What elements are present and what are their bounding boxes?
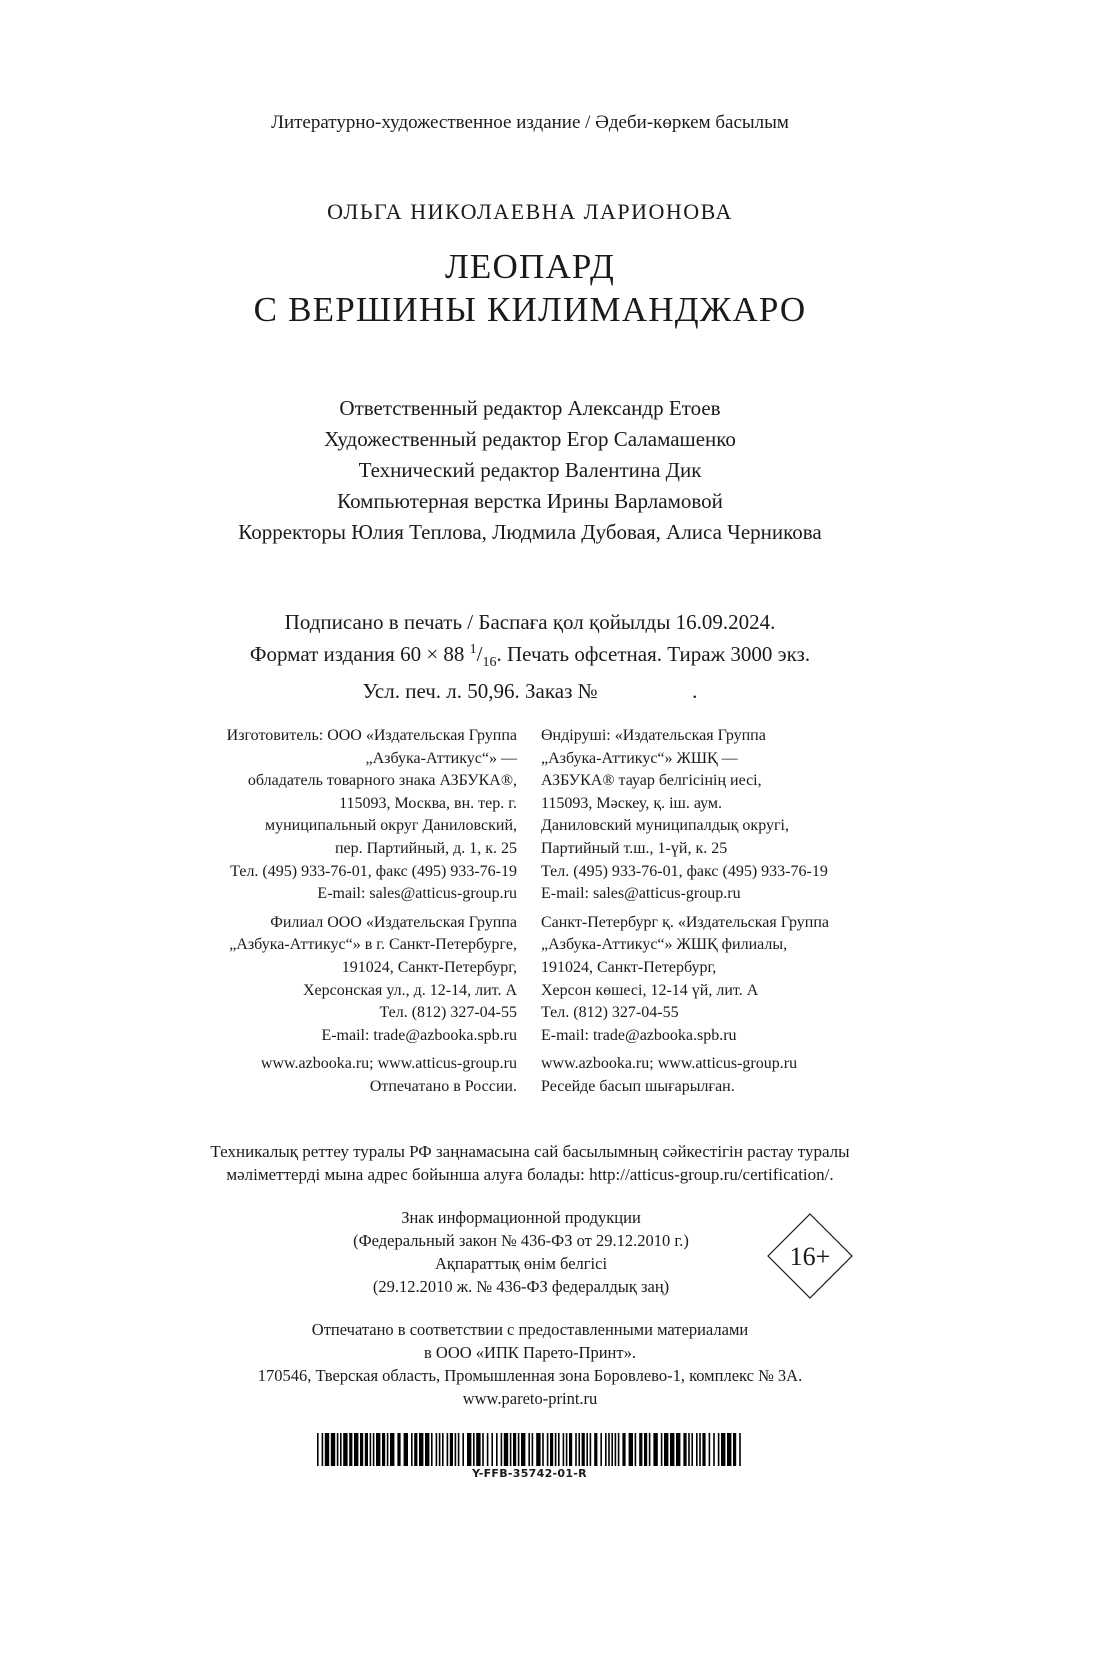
barcode-bar <box>608 1433 610 1466</box>
printer-website: www.pareto-print.ru <box>462 1389 598 1408</box>
publisher-branch-ru <box>227 912 517 1048</box>
barcode-bar <box>664 1433 668 1466</box>
barcode-bar <box>411 1433 413 1466</box>
print-info <box>0 608 1060 705</box>
age-rating-badge <box>765 1211 855 1301</box>
publisher-main-kz <box>541 725 829 906</box>
barcode-bar <box>365 1433 368 1466</box>
publisher-main-ru <box>227 725 517 906</box>
printer-line: 170546, Тверская область, Промышленная зона Боровлево-1, комплекс № 3А. <box>257 1366 803 1385</box>
barcode-bar <box>532 1433 534 1466</box>
format-line: Формат издания 60 × 88 $^1/_{16}$. Печать офсетная. Тираж 3000 экз. <box>249 642 811 671</box>
barcode-bar <box>739 1433 741 1466</box>
phone-line: Тел. (812) 327-04-55 <box>541 1004 679 1022</box>
genre-line: Литературно-художественное издание / Әдеби-көркем басылым <box>271 112 789 133</box>
publisher-footer-kz <box>541 1053 829 1098</box>
barcode-bar <box>397 1433 400 1466</box>
address-line: 191024, Санкт-Петербург, <box>341 958 517 976</box>
barcode-bar <box>727 1433 731 1466</box>
barcode-bar <box>521 1433 525 1466</box>
barcode-bar <box>713 1433 715 1466</box>
publisher-footer-ru <box>227 1053 517 1098</box>
format-denominator: 16 <box>482 655 497 671</box>
barcode-bar <box>450 1433 453 1466</box>
barcode-bar <box>622 1433 625 1466</box>
info-sign-line: Ақпараттық өнім белгісі <box>434 1254 608 1273</box>
barcode-bar <box>425 1433 429 1466</box>
barcode-bar <box>442 1433 444 1466</box>
address-line: 115093, Мәскеу, қ. іш. аум. <box>541 794 723 812</box>
barcode-bar <box>354 1433 358 1466</box>
barcode-bar <box>696 1433 698 1466</box>
barcode-bar <box>373 1433 375 1466</box>
barcode-bar <box>439 1433 441 1466</box>
printer-info <box>0 1318 1060 1410</box>
barcode-bar <box>653 1433 657 1466</box>
barcode-bar <box>343 1433 347 1466</box>
address-line: обладатель товарного знака АЗБУКА®, <box>247 772 517 790</box>
barcode-bar <box>496 1433 498 1466</box>
barcode-bar <box>467 1433 471 1466</box>
certification-note <box>0 1140 1060 1186</box>
format-numerator: 1 <box>469 642 477 657</box>
barcode-bar <box>605 1433 607 1466</box>
barcode-bar <box>618 1433 620 1466</box>
barcode-bar <box>349 1433 352 1466</box>
websites-line: www.azbooka.ru; www.atticus-group.ru <box>541 1055 798 1073</box>
barcode-bar <box>455 1433 457 1466</box>
book-title-line-2: С ВЕРШИНЫ КИЛИМАНДЖАРО <box>253 290 807 329</box>
author-name: ОЛЬГА НИКОЛАЕВНА ЛАРИОНОВА <box>327 199 733 224</box>
credit-line: Технический редактор Валентина Дик <box>358 458 702 482</box>
email-line: E-mail: sales@atticus-group.ru <box>541 885 741 903</box>
email-line: E-mail: trade@azbooka.spb.ru <box>321 1026 517 1044</box>
address-line: 115093, Москва, вн. тер. г. <box>339 794 517 812</box>
certification-line: Техникалық реттеу туралы РФ заңнамасына сай басылымның сәйкестігін растау туралы <box>210 1142 850 1161</box>
barcode-bar <box>661 1433 663 1466</box>
address-line: муниципальный округ Даниловский, <box>264 817 517 835</box>
credit-line: Компьютерная верстка Ирины Варламовой <box>337 489 723 513</box>
barcode-bar <box>317 1433 319 1466</box>
credit-line: Корректоры Юлия Теплова, Людмила Дубовая, Алиса Черникова <box>238 520 822 544</box>
address-line: Изготовитель: ООО «Издательская Группа <box>226 727 517 744</box>
barcode-bar <box>635 1433 637 1466</box>
credit-line: Ответственный редактор Александр Етоев <box>339 396 721 420</box>
address-line: „Азбука-Аттикус“» — <box>365 749 517 767</box>
age-rating-label: 16+ <box>789 1242 831 1271</box>
phone-line: Тел. (495) 933-76-01, факс (495) 933-76-19 <box>230 862 517 880</box>
barcode-bar <box>510 1433 512 1466</box>
barcode-bar <box>419 1433 423 1466</box>
info-sign-line: (29.12.2010 ж. № 436-ФЗ федералдық заң) <box>372 1277 670 1296</box>
address-line: 191024, Санкт-Петербург, <box>541 958 717 976</box>
certification-line: мәліметтерді мына адрес бойынша алуға болады: http://atticus-group.ru/certification/. <box>226 1165 834 1184</box>
barcode-bar <box>360 1433 363 1466</box>
barcode-bar <box>431 1433 433 1466</box>
editorial-credits <box>0 393 1060 548</box>
barcode-bar <box>709 1433 711 1466</box>
barcode-bar <box>542 1433 544 1466</box>
barcode-bar <box>594 1433 597 1466</box>
barcode-bar <box>558 1433 560 1466</box>
email-line: E-mail: trade@azbooka.spb.ru <box>541 1026 737 1044</box>
barcode-bar <box>569 1433 572 1466</box>
address-line: Херсон көшесі, 12-14 үй, лит. А <box>541 981 759 999</box>
barcode-bar <box>670 1433 674 1466</box>
barcode-bar <box>513 1433 516 1466</box>
phone-line: Тел. (495) 933-76-01, факс (495) 933-76-19 <box>541 862 828 880</box>
info-sign-line: Знак информационной продукции <box>401 1208 641 1227</box>
conditional-sheets: Усл. печ. л. 50,96. Заказ № . <box>362 679 698 704</box>
address-line: Херсонская ул., д. 12-14, лит. А <box>302 981 517 999</box>
barcode-bar <box>436 1433 438 1466</box>
barcode-bar <box>414 1433 417 1466</box>
barcode-bar <box>518 1433 520 1466</box>
barcode-bar <box>536 1433 540 1466</box>
address-line: АЗБУКА® тауар белгісінің иесі, <box>541 772 762 790</box>
barcode-bar <box>487 1433 489 1466</box>
websites-line: www.azbooka.ru; www.atticus-group.ru <box>260 1055 517 1073</box>
info-sign-line: (Федеральный закон № 436-ФЗ от 29.12.2010 г.) <box>353 1231 689 1250</box>
barcode-bar <box>482 1433 484 1466</box>
publisher-branch-kz <box>541 912 829 1048</box>
barcode-bar <box>337 1433 339 1466</box>
barcode-bar <box>566 1433 568 1466</box>
barcode-bar <box>376 1433 380 1466</box>
barcode-bar <box>691 1433 693 1466</box>
barcode-bar <box>611 1433 613 1466</box>
signed-date: Подписано в печать / Баспаға қол қойылды 16.09.2024. <box>284 610 776 634</box>
barcode-bar <box>718 1433 720 1466</box>
address-line: Өндіруші: «Издательская Группа <box>541 727 766 744</box>
barcode-bar <box>639 1433 642 1466</box>
format-prefix: Формат издания 60 × 88 <box>249 642 465 666</box>
publisher-column-kz <box>541 725 829 1105</box>
barcode-bar <box>390 1433 394 1466</box>
barcode-bar <box>629 1433 633 1466</box>
barcode-bar <box>491 1433 493 1466</box>
format-suffix: . Печать офсетная. Тираж 3000 экз. <box>496 642 811 666</box>
barcode-bar <box>688 1433 690 1466</box>
address-line: Партийный т.ш., 1-үй, к. 25 <box>541 839 728 857</box>
barcode-bar <box>476 1433 480 1466</box>
barcode-bar <box>340 1433 342 1466</box>
barcode-bar <box>590 1433 592 1466</box>
barcode-bar <box>473 1433 475 1466</box>
address-line: „Азбука-Аттикус“» в г. Санкт-Петербурге, <box>229 936 517 954</box>
barcode-bar <box>447 1433 449 1466</box>
barcode-bar <box>501 1433 503 1466</box>
barcode-bar <box>733 1433 736 1466</box>
barcode-bar <box>528 1433 530 1466</box>
address-line: пер. Партийный, д. 1, к. 25 <box>334 839 517 857</box>
barcode-bar <box>683 1433 686 1466</box>
barcode-bar <box>458 1433 460 1466</box>
barcode-code: Y-FFB-35742-01-R <box>472 1467 587 1480</box>
address-line: Санкт-Петербург қ. «Издательская Группа <box>541 913 829 931</box>
barcode-bar <box>382 1433 385 1466</box>
barcode-bar <box>575 1433 577 1466</box>
barcode-bar <box>721 1433 725 1466</box>
barcode-bar <box>550 1433 553 1466</box>
address-line: „Азбука-Аттикус“» ЖШҚ филиалы, <box>541 936 788 954</box>
credit-line: Художественный редактор Егор Саламашенко <box>324 427 736 451</box>
barcode-bar <box>600 1433 602 1466</box>
printed-in-line: Отпечатано в России. <box>369 1077 517 1095</box>
address-line: Даниловский муниципалдық округі, <box>541 817 789 835</box>
barcode-bar <box>644 1433 647 1466</box>
printed-in-line: Ресейде басып шығарылған. <box>541 1077 735 1095</box>
barcode-bar <box>676 1433 680 1466</box>
barcode-bar <box>504 1433 508 1466</box>
book-title <box>0 245 1060 331</box>
barcode-bar <box>615 1433 617 1466</box>
barcode-bar <box>649 1433 651 1466</box>
barcode-bar <box>325 1433 329 1466</box>
barcode-bar <box>331 1433 335 1466</box>
barcode-bar <box>578 1433 580 1466</box>
barcode-bar <box>582 1433 585 1466</box>
phone-line: Тел. (812) 327-04-55 <box>379 1004 517 1022</box>
barcode-bar <box>370 1433 372 1466</box>
barcode-bar <box>462 1433 464 1466</box>
printer-line: в ООО «ИПК Парето-Принт». <box>424 1343 636 1362</box>
address-line: Филиал ООО «Издательская Группа <box>270 913 517 931</box>
barcode-bar <box>547 1433 549 1466</box>
barcode-bar <box>702 1433 705 1466</box>
barcode-bar <box>699 1433 701 1466</box>
publisher-column-ru <box>227 725 517 1105</box>
address-line: „Азбука-Аттикус“» ЖШҚ — <box>541 749 738 767</box>
barcode-bar <box>586 1433 588 1466</box>
book-title-line-1: ЛЕОПАРД <box>444 247 616 286</box>
barcode-bar <box>322 1433 324 1466</box>
printer-line: Отпечатано в соответствии с предоставленными материалами <box>311 1320 749 1339</box>
barcode-bar <box>404 1433 408 1466</box>
barcode-bar <box>555 1433 557 1466</box>
barcode-bar <box>387 1433 389 1466</box>
barcode <box>317 1433 742 1466</box>
email-line: E-mail: sales@atticus-group.ru <box>317 885 517 903</box>
barcode-bar <box>563 1433 565 1466</box>
info-product-sign <box>296 1206 746 1298</box>
